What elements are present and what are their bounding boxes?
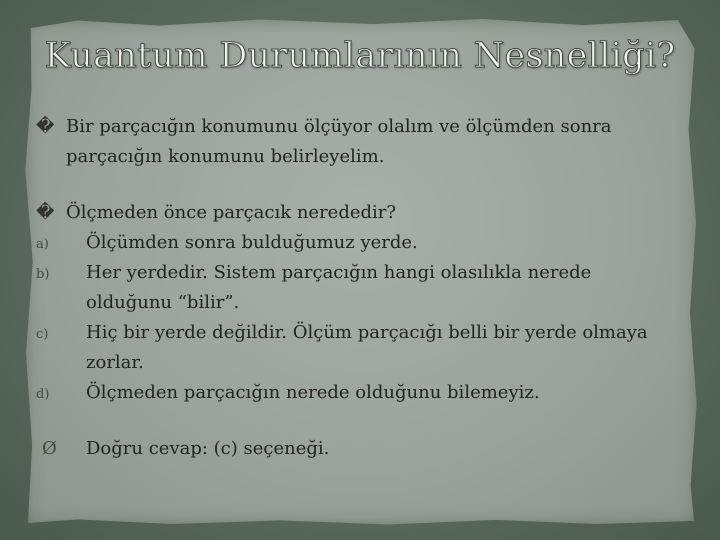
option-a [36,228,676,258]
option-text: Ölçümden sonra bulduğumuz yerde. [86,232,418,253]
option-text: Her yerdedir. Sistem parçacığın hangi olasılıkla nerede olduğunu “bilir”. [86,262,592,313]
option-b [36,258,676,318]
option-d [36,378,676,408]
question-bullet [36,198,676,228]
arrow-bullet-icon: Ø [42,438,57,459]
option-text: Hiç bir yerde değildir. Ölçüm parçacığı belli bir yerde olmaya zorlar. [86,322,648,373]
bullet-icon: � [36,116,55,137]
question-text: Ölçmeden önce parçacık nerededir? [66,202,397,223]
answer-text: Doğru cevap: (c) seçeneği. [86,438,330,459]
intro-text: Bir parçacığın konumunu ölçüyor olalım ve ölçümden sonra parçacığın konumunu belirleyelim. [66,116,612,167]
option-marker: c) [36,327,49,342]
answer-bullet [36,434,676,464]
option-marker: d) [36,387,50,402]
intro-bullet [36,112,676,172]
slide-title: Kuantum Durumlarının Nesnelliği? [44,36,676,76]
option-marker: a) [36,237,49,252]
bullet-icon: � [36,202,55,223]
option-text: Ölçmeden parçacığın nerede olduğunu bilemeyiz. [86,382,540,403]
slide-body [36,112,676,464]
option-marker: b) [36,267,50,282]
option-c [36,318,676,378]
